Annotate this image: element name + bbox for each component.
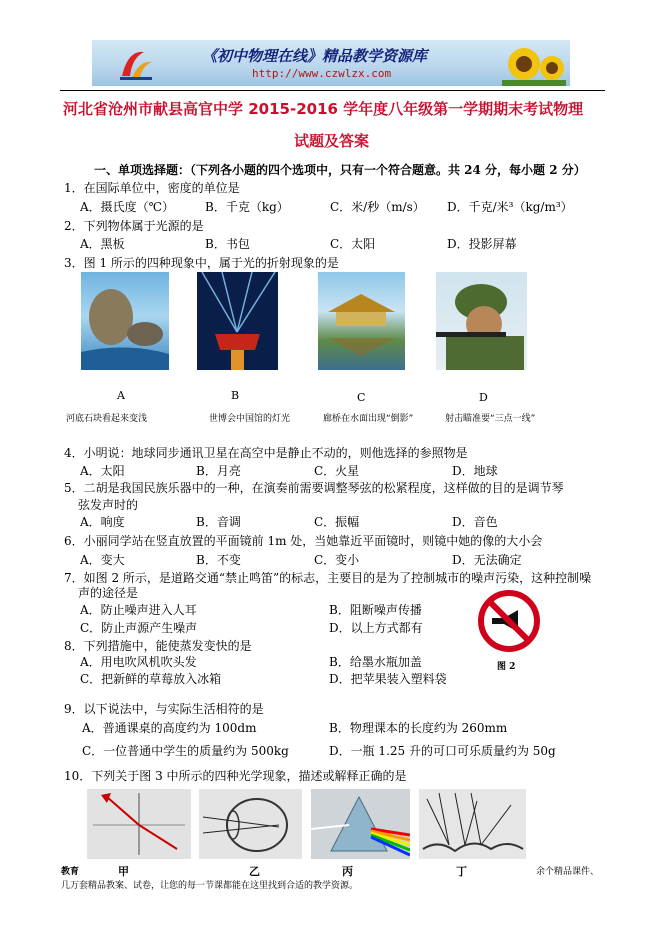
figure1-caption-c: 廊桥在水面出现“倒影” — [323, 414, 414, 424]
question-stem: 6．小丽同学站在竖直放置的平面镜前 1m 处，当她靠近平面镜时，则镜中她的像的大小会 — [64, 534, 543, 548]
option: B．阻断噪声传播 — [329, 603, 422, 617]
figure3-panel-ding — [419, 789, 526, 859]
figure1-photo-d — [436, 272, 527, 370]
option: C．防止声源产生噪声 — [80, 621, 198, 635]
option: A．黑板 — [80, 237, 125, 251]
figure3-panel-bing — [311, 789, 410, 859]
option: D．无法确定 — [452, 553, 522, 567]
figure3-panel-jia — [87, 789, 191, 859]
option: B．千克（kg） — [205, 200, 289, 214]
option: D．投影屏幕 — [447, 237, 517, 251]
option: B．物理课本的长度约为 260mm — [329, 721, 508, 735]
option: A．变大 — [80, 553, 125, 567]
option: A．摄氏度（℃） — [80, 200, 175, 214]
footer-line2: 几万套精品教案、试卷，让您的每一节课都能在这里找到合适的教学资源。 — [61, 881, 359, 891]
option: A．太阳 — [80, 464, 125, 478]
figure1-letter-c: C — [357, 391, 366, 404]
option: A．响度 — [80, 515, 125, 529]
option: B．书包 — [205, 237, 250, 251]
option: A．普通课桌的高度约为 100dm — [82, 721, 257, 735]
option: D．千克/米³（kg/m³） — [447, 200, 573, 214]
figure2-label: 图 2 — [497, 662, 516, 672]
doc-title-line1: 河北省沧州市献县高官中学 2015-2016 学年度八年级第一学期期末考试物理 — [63, 100, 584, 118]
section-heading: 一、单项选择题：（下列各小题的四个选项中，只有一个符合题意。共 24 分，每小题 2 分） — [94, 163, 586, 177]
figure1-photo-b — [197, 272, 278, 370]
question-stem: 4．小明说：地球同步通讯卫星在高空中是静止不动的，则他选择的参照物是 — [64, 446, 468, 460]
question-stem: 9．以下说法中，与实际生活相符的是 — [64, 702, 264, 716]
question-stem: 2．下列物体属于光源的是 — [64, 219, 204, 233]
option: B．给墨水瓶加盖 — [329, 655, 422, 669]
footer-left-fragment: 教育 — [61, 867, 80, 877]
option: B．音调 — [196, 515, 241, 529]
header-rule — [60, 90, 605, 91]
option: C．变小 — [314, 553, 360, 567]
figure1-letter-b: B — [231, 389, 240, 402]
option: C．振幅 — [314, 515, 360, 529]
question-stem-cont: 弦发声时的 — [78, 498, 139, 512]
banner-url: http://www.czwlzx.com — [252, 67, 392, 80]
no-honking-sign-icon — [474, 588, 544, 654]
figure1-caption-d: 射击瞄准要“三点一线” — [445, 414, 536, 424]
option: D．把苹果装入塑料袋 — [329, 672, 447, 686]
question-stem: 1．在国际单位中，密度的单位是 — [64, 181, 240, 195]
question-stem: 7．如图 2 所示，是道路交通“禁止鸣笛”的标志，主要目的是为了控制城市的噪声污染，这种控制噪 — [64, 571, 592, 585]
option: D．一瓶 1.25 升的可口可乐质量约为 50g — [329, 744, 556, 758]
sunflower-icon — [502, 42, 566, 86]
header-banner — [92, 40, 570, 86]
option: A．防止噪声进入人耳 — [80, 603, 197, 617]
option: C．太阳 — [330, 237, 376, 251]
figure1-caption-b: 世博会中国馆的灯光 — [209, 414, 291, 424]
option: A．用电吹风机吹头发 — [80, 655, 197, 669]
footer-right-fragment: 余个精品课件、 — [536, 867, 600, 877]
option: C．把新鲜的草莓放入冰箱 — [80, 672, 222, 686]
figure1-caption-a: 河底石块看起来变浅 — [66, 414, 148, 424]
option: D．地球 — [452, 464, 498, 478]
figure1-photo-c — [318, 272, 405, 370]
doc-title-line2: 试题及答案 — [294, 132, 370, 150]
option: C．米/秒（m/s） — [330, 200, 425, 214]
logo-icon — [116, 46, 156, 82]
option: C．一位普通中学生的质量约为 500kg — [82, 744, 289, 758]
figure3-panel-yi — [199, 789, 302, 859]
figure3-label-yi: 乙 — [249, 865, 260, 878]
figure3-label-jia: 甲 — [118, 865, 129, 878]
banner-title: 《初中物理在线》精品教学资源库 — [202, 47, 428, 65]
question-stem: 10．下列关于图 3 中所示的四种光学现象，描述或解释正确的是 — [64, 769, 407, 783]
question-stem: 3．图 1 所示的四种现象中，属于光的折射现象的是 — [64, 256, 339, 270]
option: D．音色 — [452, 515, 498, 529]
figure1-letter-a: A — [117, 389, 125, 402]
option: C．火星 — [314, 464, 360, 478]
figure3-label-bing: 丙 — [342, 865, 353, 878]
figure1-letter-d: D — [479, 391, 488, 404]
question-stem: 8．下列措施中，能使蒸发变快的是 — [64, 639, 252, 653]
question-stem-cont: 声的途径是 — [78, 586, 139, 600]
figure3-label-ding: 丁 — [456, 865, 467, 878]
option: B．月亮 — [196, 464, 241, 478]
option: D．以上方式都有 — [329, 621, 423, 635]
question-stem: 5．二胡是我国民族乐器中的一种，在演奏前需要调整琴弦的松紧程度，这样做的目的是调节琴 — [64, 481, 564, 495]
option: B．不变 — [196, 553, 241, 567]
figure1-photo-a — [81, 272, 169, 370]
